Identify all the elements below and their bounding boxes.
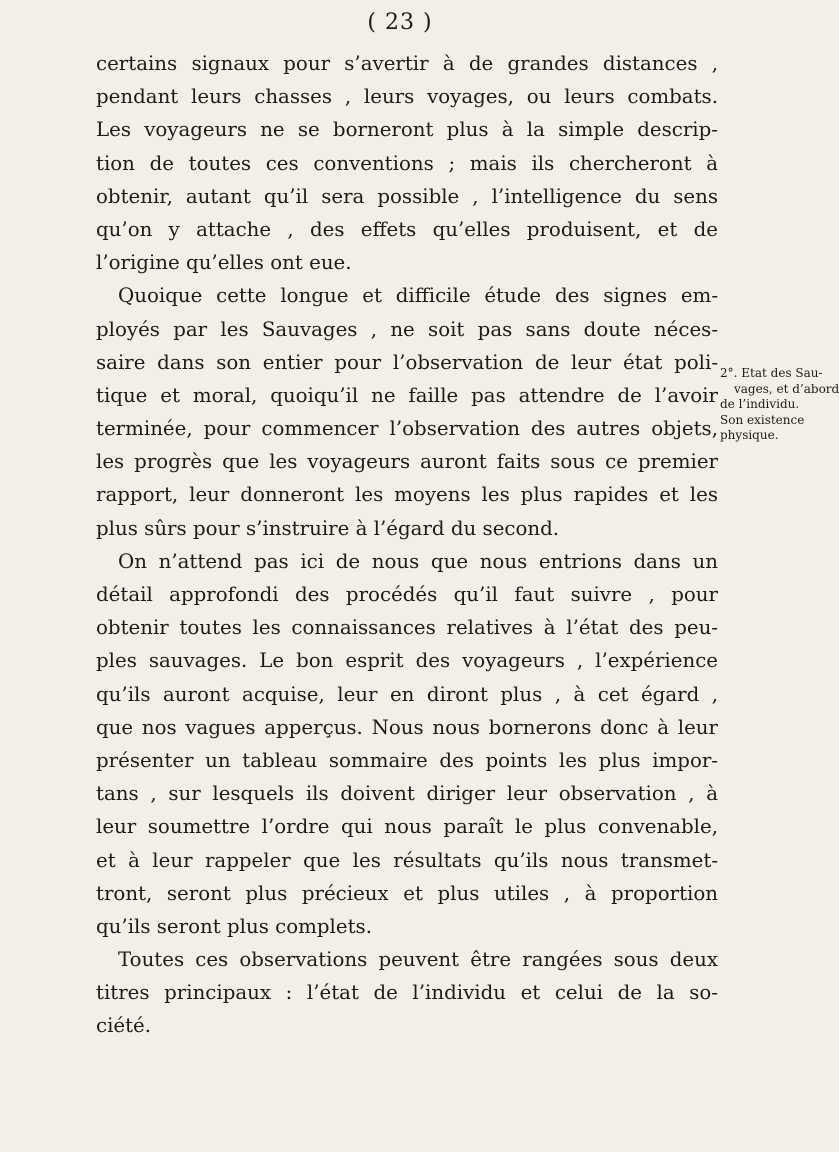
page-number: ( 23 )	[367, 10, 433, 35]
text-line: certains signaux pour s’avertir à de grandes distances ,	[96, 52, 718, 75]
text-line: ciété.	[96, 1014, 152, 1038]
text-line: détail approfondi des procédés qu’il faut suivre , pour	[96, 583, 718, 606]
text-line: l’origine qu’elles ont eue.	[96, 251, 352, 275]
text-line: obtenir toutes les connaissances relatives à l’état des peu-	[96, 616, 718, 640]
text-line: ples sauvages. Le bon esprit des voyageurs , l’expérience	[96, 649, 718, 673]
margin-note-line: Son existence	[720, 412, 805, 427]
text-line: titres principaux : l’état de l’individu et celui de la so-	[96, 981, 718, 1005]
body-text	[96, 47, 718, 1043]
text-line: Toutes ces observations peuvent être rangées sous deux	[118, 948, 718, 972]
text-line: On n’attend pas ici de nous que nous entrions dans un	[118, 549, 718, 573]
text-line: qu’ils auront acquise, leur en diront plus , à cet égard ,	[96, 682, 718, 706]
text-line: tans , sur lesquels ils doivent diriger leur observation , à	[96, 782, 718, 806]
text-line: qu’ils seront plus complets.	[96, 914, 372, 938]
text-line: tion de toutes ces conventions ; mais ils chercheront à	[96, 151, 718, 175]
text-line: qu’on y attache , des effets qu’elles produisent, et de	[96, 217, 718, 241]
text-line: ployés par les Sauvages , ne soit pas sans doute néces-	[96, 317, 718, 341]
text-line: et à leur rappeler que les résultats qu’ils nous transmet-	[96, 848, 718, 872]
text-line: les progrès que les voyageurs auront faits sous ce premier	[96, 450, 718, 474]
text-line: Les voyageurs ne se borneront plus à la simple descrip-	[96, 118, 718, 142]
margin-note-line: vages, et d’abord	[734, 381, 839, 396]
text-line: que nos vagues apperçus. Nous nous bornerons donc à leur	[96, 715, 718, 739]
text-line: présenter un tableau sommaire des points les plus impor-	[96, 748, 718, 772]
text-line: obtenir, autant qu’il sera possible , l’intelligence du sens	[96, 184, 718, 208]
text-line: pendant leurs chasses , leurs voyages, ou leurs combats.	[96, 85, 718, 109]
margin-note-line: physique.	[720, 428, 779, 442]
text-line: terminée, pour commencer l’observation des autres objets,	[96, 417, 718, 441]
text-line: Quoique cette longue et difficile étude des signes em-	[118, 284, 718, 308]
text-line: rapport, leur donneront les moyens les plus rapides et les	[96, 483, 718, 507]
text-line: tront, seront plus précieux et plus utiles , à proportion	[96, 881, 718, 905]
margin-note-line: de l’individu.	[720, 397, 800, 411]
text-line: tique et moral, quoiqu’il ne faille pas attendre de l’avoir	[96, 383, 718, 407]
margin-note	[720, 366, 839, 444]
text-line: leur soumettre l’ordre qui nous paraît le plus convenable,	[96, 815, 718, 839]
margin-note-line: 2°. Etat des Sau-	[720, 366, 823, 380]
text-line: plus sûrs pour s’instruire à l’égard du second.	[96, 516, 560, 540]
text-line: saire dans son entier pour l’observation de leur état poli-	[96, 350, 718, 374]
